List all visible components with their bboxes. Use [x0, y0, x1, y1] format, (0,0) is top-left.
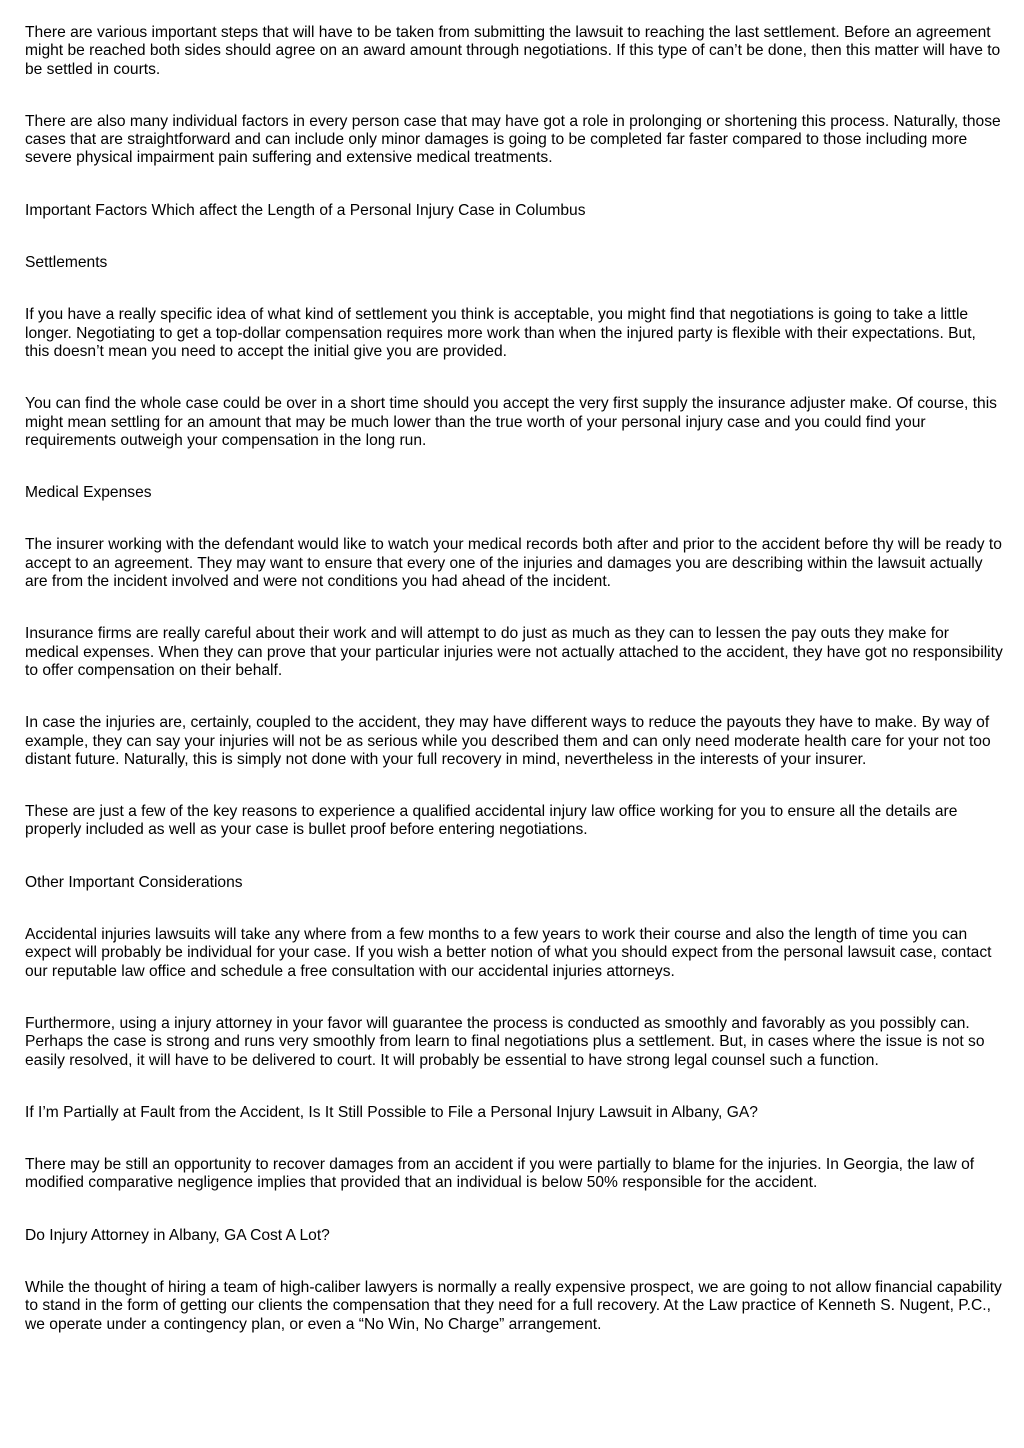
- paragraph-first-offer: You can find the whole case could be over in a short time should you accept the very first supply the insurance adjuster make. Of course, this might mean settling for an amount that may be much lower than the true worth of your personal injury case and you could find your requirements outweigh your compensation in the long run.: [25, 395, 997, 449]
- paragraph-injury-attorney: Furthermore, using a injury attorney in your favor will guarantee the process is conducted as smoothly and favorably as you possibly can. Perhaps the case is strong and runs very smoothly from learn to final negotiations plus a settlement. But, in cases where the issue is not so easily resolved, it will have to be delivered to court. It will probably be essential to have strong legal counsel such a function.: [25, 1014, 985, 1069]
- heading-medical-expenses: Medical Expenses: [25, 484, 152, 502]
- paragraph-insurance-firms: Insurance firms are really careful about their work and will attempt to do just as much as they can to lessen the pay outs they make for medical expenses. When they can prove that your particular injuries were not actually attached to the accident, they have got no responsibility to offer compensation on their behalf.: [25, 625, 1003, 679]
- heading-attorney-cost: Do Injury Attorney in Albany, GA Cost A Lot?: [25, 1226, 330, 1244]
- paragraph-comparative-negligence: There may be still an opportunity to recover damages from an accident if you were partially to blame for the injuries. In Georgia, the law of modified comparative negligence implies that provided that an individual is below 50% responsible for the accident.: [25, 1156, 975, 1192]
- paragraph-individual-factors: There are also many individual factors in every person case that may have got a role in prolonging or shortening this process. Naturally, those cases that are straightforward and can include only minor damages is going to be completed far faster compared to those including more severe physical impairment pain suffering and extensive medical treatments.: [25, 112, 1001, 167]
- paragraph-intro-steps: There are various important steps that will have to be taken from submitting the lawsuit to reaching the last settlement. Before an agreement might be reached both sides should agree on an award amount through negotiations. If this type of can’t be done, then this matter will have to be settled in courts.: [25, 24, 1001, 78]
- heading-settlements: Settlements: [25, 254, 108, 272]
- paragraph-lawsuit-duration: Accidental injuries lawsuits will take any where from a few months to a few years to work their course and also the length of time you can expect will probably be individual for your case. If you wish a better notion of what you should expect from the personal lawsuit case, contact our reputable law office and schedule a free consultation with our accidental injuries attorneys.: [25, 926, 992, 980]
- heading-partially-at-fault: If I’m Partially at Fault from the Accident, Is It Still Possible to File a Personal Injury Lawsuit in Albany, GA?: [25, 1103, 758, 1121]
- paragraph-key-reasons: These are just a few of the key reasons to experience a qualified accidental injury law office working for you to ensure all the details are properly included as well as your case is bullet proof before entering negotiations.: [25, 803, 958, 839]
- document-body: [25, 24, 1003, 1334]
- paragraph-insurer-records: The insurer working with the defendant would like to watch your medical records both after and prior to the accident before thy will be ready to accept to an agreement. They may want to ensure that every one of the injuries and damages you are describing within the lawsuit actually are from the incident involved and were not conditions you had ahead of the incident.: [25, 536, 1002, 591]
- paragraph-contingency-plan: While the thought of hiring a team of high-caliber lawyers is normally a really expensive prospect, we are going to not allow financial capability to stand in the form of getting our clients the compensation that they need for a full recovery. At the Law practice of Kenneth S. Nugent, P.C., we operate under a contingency plan, or even a “No Win, No Charge” arrangement.: [25, 1278, 1002, 1333]
- heading-other-considerations: Other Important Considerations: [25, 873, 243, 891]
- paragraph-reduce-payouts: In case the injuries are, certainly, coupled to the accident, they may have different ways to reduce the payouts they have to make. By way of example, they can say your injuries will not be as serious while you described them and can only need moderate health care for your not too distant future. Naturally, this is simply not done with your full recovery in mind, nevertheless in the interests of your insurer.: [25, 714, 991, 768]
- heading-important-factors: Important Factors Which affect the Length of a Personal Injury Case in Columbus: [25, 201, 586, 219]
- paragraph-settlement-idea: If you have a really specific idea of what kind of settlement you think is acceptable, you might find that negotiations is going to take a little longer. Negotiating to get a top-dollar compensation requires more work than when the injured party is flexible with their expectations. But, this doesn’t mean you need to accept the initial give you are provided.: [25, 306, 976, 360]
